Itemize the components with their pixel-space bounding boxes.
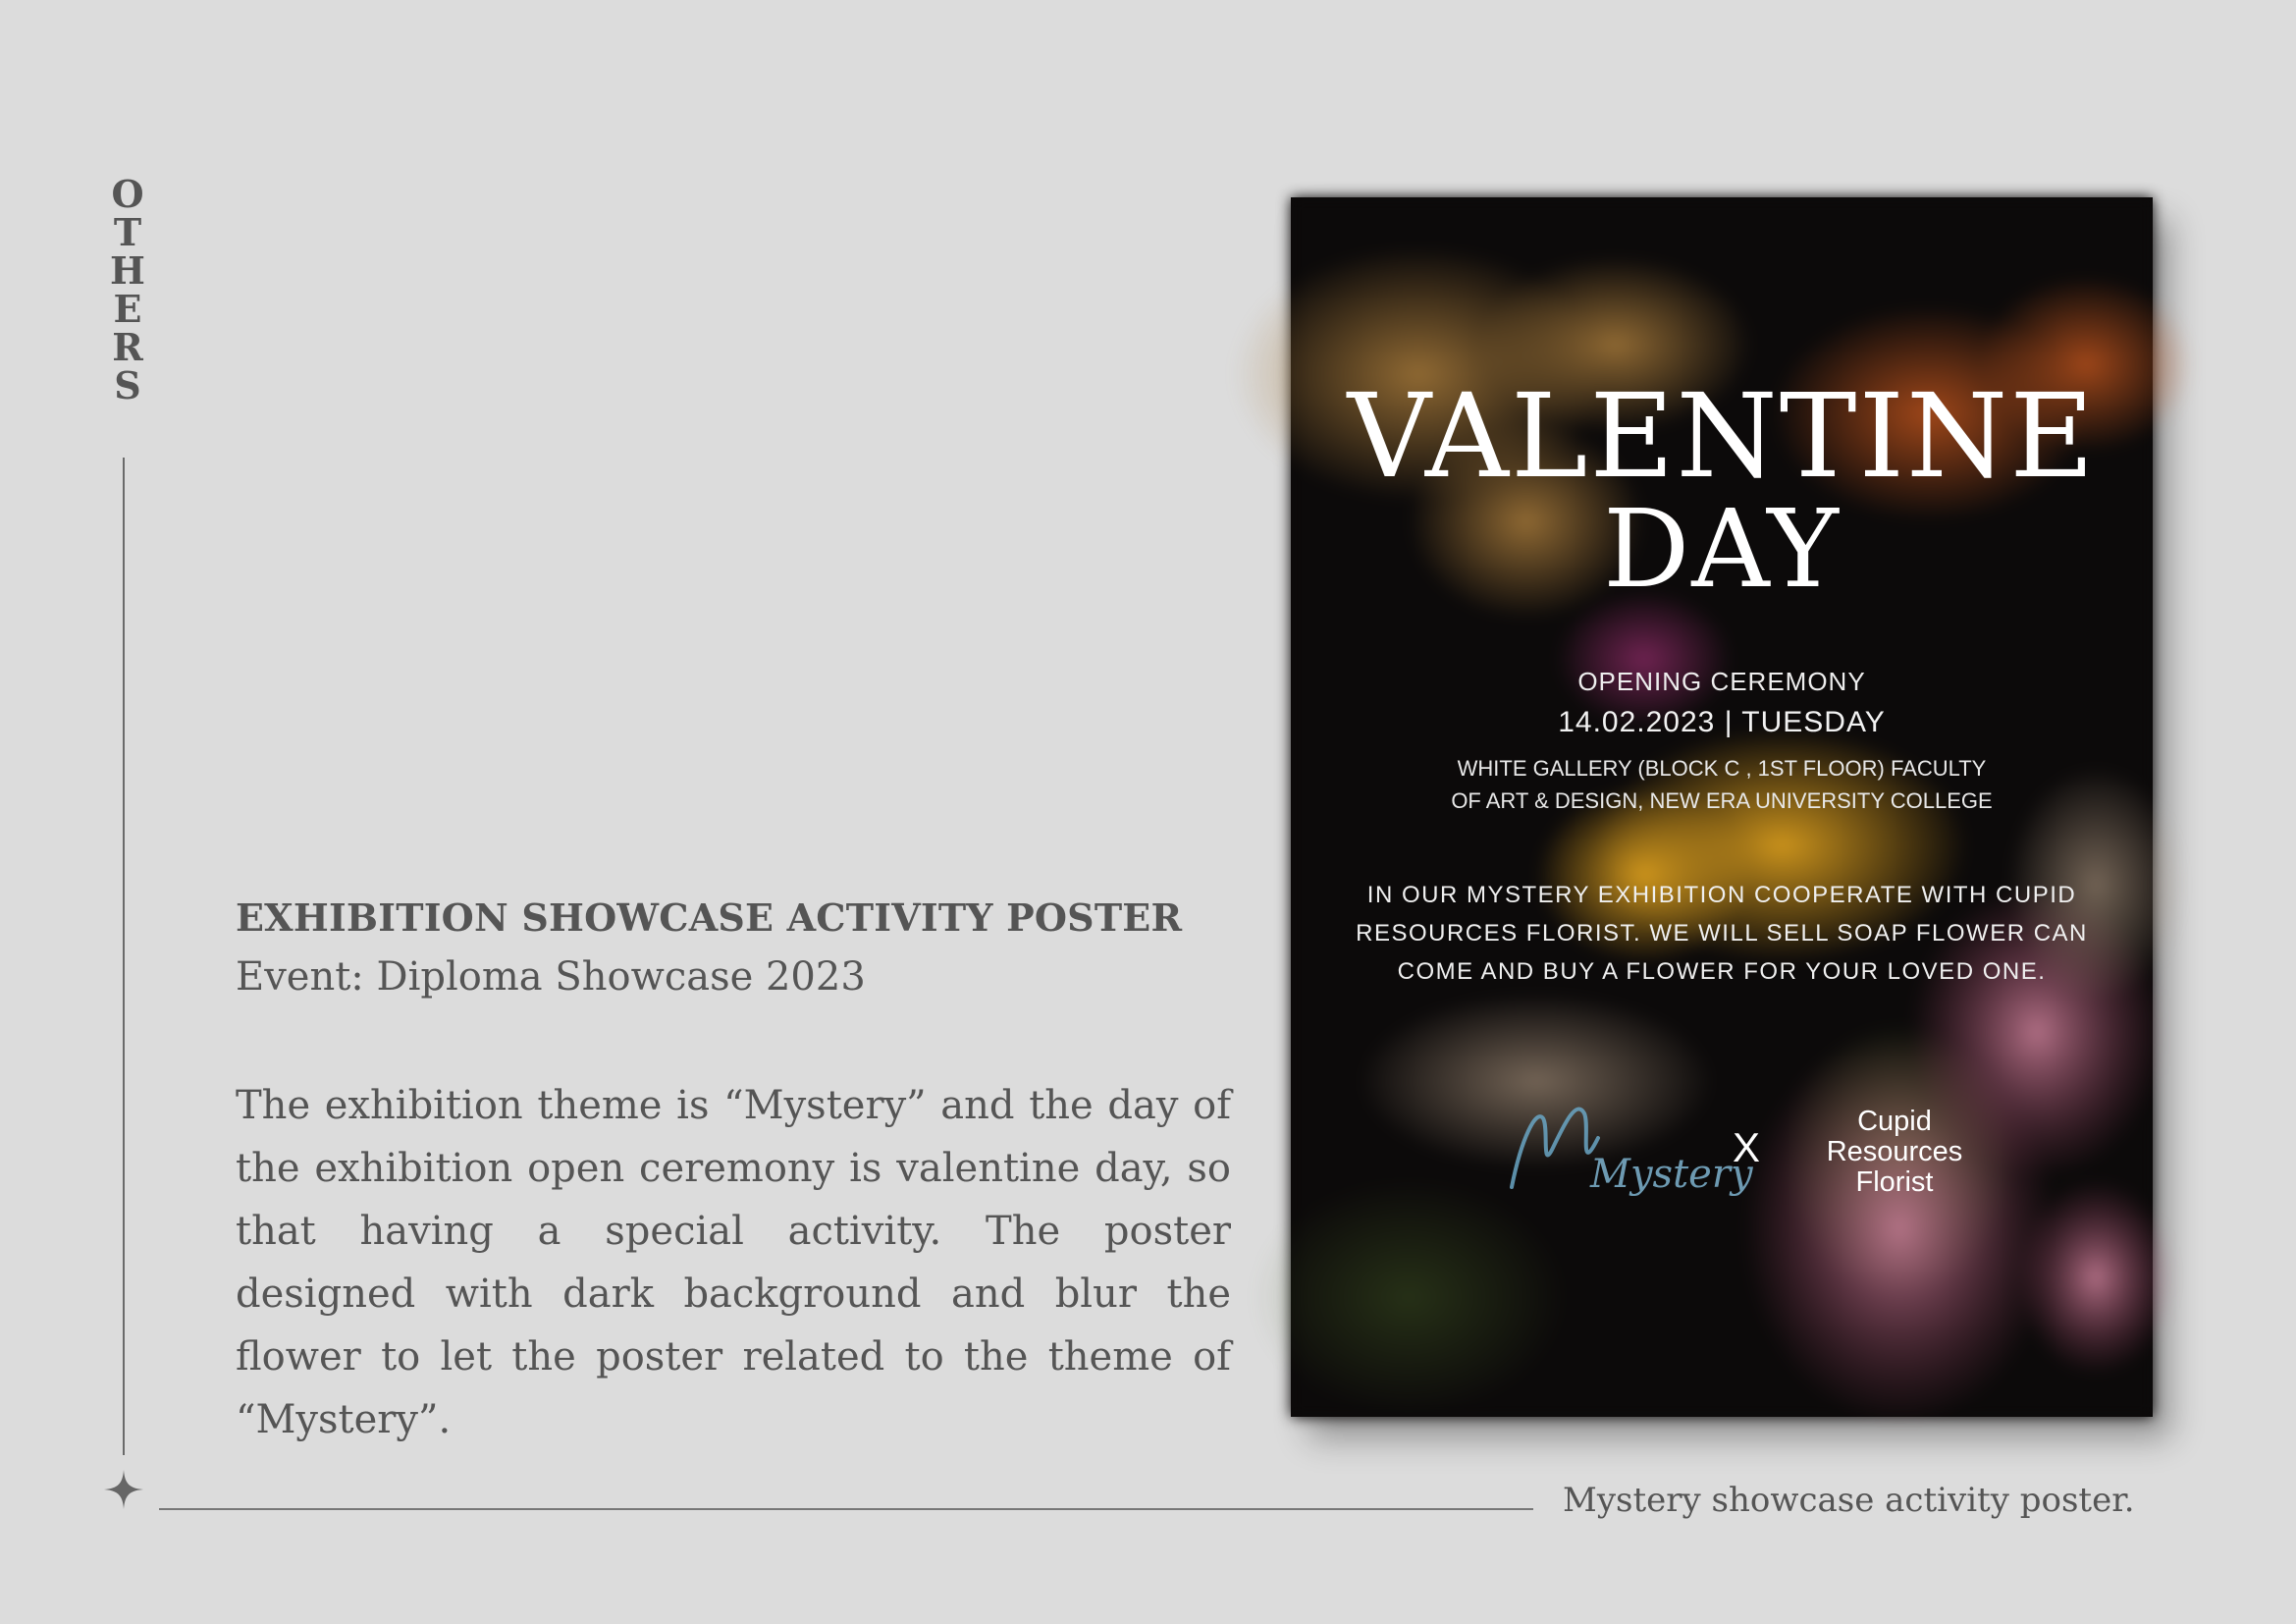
poster-venue-line: WHITE GALLERY (BLOCK C , 1ST FLOOR) FACULTY [1457, 756, 1987, 781]
poster-ceremony: OPENING CEREMONY [1577, 667, 1866, 696]
poster-body-line: COME AND BUY A FLOWER FOR YOUR LOVED ONE. [1397, 958, 2047, 985]
poster-venue [1291, 752, 2153, 817]
poster-caption: Mystery showcase activity poster. [1563, 1481, 2135, 1520]
poster-body-text [1291, 876, 2153, 991]
poster-title-line1: VALENTINE [1347, 368, 2097, 504]
partner-name-line: Florist [1855, 1166, 1934, 1198]
valentine-poster [1291, 197, 2153, 1417]
partner-name-line: Cupid [1857, 1106, 1932, 1137]
poster-body-line: IN OUR MYSTERY EXHIBITION COOPERATE WITH CUPID [1366, 882, 2077, 908]
section-title: EXHIBITION SHOWCASE ACTIVITY POSTER [236, 895, 1183, 940]
horizontal-divider [159, 1508, 1533, 1510]
partner-name-line: Resources [1826, 1136, 1963, 1167]
collab-x: X [1733, 1124, 1761, 1170]
section-description: The exhibition theme is “Mystery” and the day of the exhibition open ceremony is valentine day, so that having a special activity. The poster designed with dark background and blur the flower to let the poster related to the theme of “Mystery”. [236, 1083, 1231, 1442]
poster-venue-line: OF ART & DESIGN, NEW ERA UNIVERSITY COLLEGE [1451, 788, 1993, 813]
poster-body-line: RESOURCES FLORIST. WE WILL SELL SOAP FLOWER CAN [1356, 920, 2088, 947]
mystery-logo [1482, 1079, 1753, 1217]
poster-date: 14.02.2023 | TUESDAY [1558, 706, 1886, 738]
four-point-star-icon [104, 1470, 143, 1509]
mystery-logo-text: Mystery [1590, 1152, 1753, 1197]
vertical-divider [123, 458, 125, 1455]
event-label: Event: Diploma Showcase 2023 [236, 954, 866, 1000]
poster-title-line2: DAY [1603, 486, 1841, 612]
partner-name [1811, 1107, 1978, 1198]
side-label-others: OTHERS [110, 172, 145, 407]
